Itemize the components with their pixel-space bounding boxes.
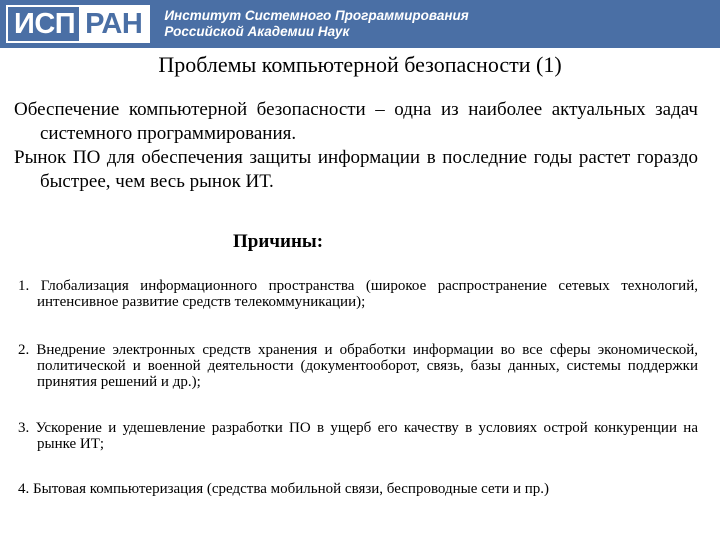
logo-isp-text: ИСП: [14, 7, 76, 40]
reason-item-1: 1. Глобализация информационного пространства (широкое распространение сетевых технологий, интенсивное развитие средств телекоммуникации);: [18, 278, 698, 310]
reasons-heading: Причины:: [233, 231, 324, 252]
institute-line-2: Российской Академии Наук: [164, 24, 350, 39]
institute-name: [164, 8, 468, 40]
reason-item-2: 2. Внедрение электронных средств хранения и обработки информации во все сферы экономической, политической и военной деятельности (документооборот, связь, базы данных, системы поддержки принятия решений и др.);: [18, 342, 698, 390]
intro-paragraph-1: Обеспечение компьютерной безопасности – одна из наиболее актуальных задач системного программирования.: [14, 99, 698, 144]
logo-ran-text: РАН: [79, 7, 148, 41]
intro-paragraph-2: Рынок ПО для обеспечения защиты информации в последние годы растет гораздо быстрее, чем весь рынок ИТ.: [14, 147, 698, 192]
institute-line-1: Институт Системного Программирования: [164, 8, 469, 23]
ispran-logo: [6, 5, 150, 43]
slide-title: Проблемы компьютерной безопасности (1): [158, 52, 562, 77]
intro-section: [14, 98, 698, 194]
reason-item-4: 4. Бытовая компьютеризация (средства мобильной связи, беспроводные сети и пр.): [18, 481, 550, 497]
reason-item-3: 3. Ускорение и удешевление разработки ПО в ущерб его качеству в условиях острой конкуренции на рынке ИТ;: [18, 420, 698, 452]
header-bar: [0, 0, 720, 48]
